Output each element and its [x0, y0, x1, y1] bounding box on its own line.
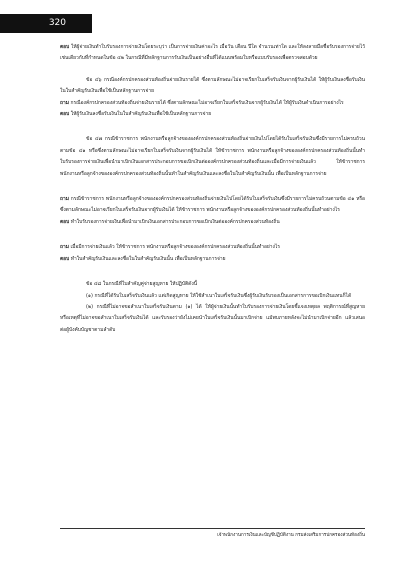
answer-text: ทำใบรับรองการจ่ายเงินเพื่อนำมาเบิกเงินเอกสารประกอบการขอเบิกเงินต่อองค์กรปกครองส่วนท้องถิ่น — [69, 218, 280, 225]
question-text: กรณีองค์กรปกครองส่วนท้องถิ่นจ่ายเงินรายได้ ซึ่งตามลักษณะไม่อาจเรียกใบเสร็จรับเงินจากผู้รับเงินได้ ให้ผู้รับเงินดำเนินการอย่างไร — [68, 99, 344, 106]
answer-label: ตอบ — [60, 255, 70, 262]
paragraph-answer — [60, 109, 365, 120]
paragraph-answer — [60, 217, 365, 228]
document-body — [60, 42, 365, 336]
question-label: ถาม — [60, 99, 69, 106]
clause-48-item-1: (๑) กรณีที่ได้รับใบเสร็จรับเงินแล้ว แต่เกิดสูญหาย ให้ใช้สำเนาใบเสร็จรับเงินซึ่งผู้รับเงินรับรองเป็นเอกสารการขอเบิกเงินแทนก็ได้ — [86, 292, 352, 299]
question-label: ถาม — [60, 196, 69, 203]
question-label: ถาม — [60, 244, 69, 251]
answer-label: ตอบ — [60, 218, 70, 225]
paragraph-question — [60, 98, 365, 109]
answer-text: ทำใบสำคัญรับเงินและลงชื่อในใบสำคัญรับเงินนั้น เพื่อเป็นหลักฐานการจ่าย — [69, 255, 226, 262]
paragraph-question — [60, 194, 365, 217]
page-number: 320 — [48, 18, 66, 28]
answer-text: ให้ผู้จ่ายเงินทำใบรับรองการจ่ายเงินโดยระบุว่า เป็นการจ่ายเงินค่าอะไร เมื่อวัน เดือน ปีใด จำนวนเท่าใด และให้ลงลายมือชื่อรับรองการจ่ายไว้เช่นเดียวกับที่กำหนดในข้อ ๔๒ ในกรณีที่มีหลักฐานการรับเงินเป็นอย่างอื่นที่ได้แนบพร้อมใบหรือแบบรับรองเพื่อตรวจสอบด้วย — [60, 44, 365, 62]
answer-label: ตอบ — [60, 111, 70, 118]
clause-47: ข้อ ๔๗ กรณีข้าราชการ พนักงานหรือลูกจ้างขององค์กรปกครองส่วนท้องถิ่นจ่ายเงินไปโดยได้รับใบเสร็จรับเงินซึ่งมีรายการไม่ครบถ้วนตามข้อ ๔๑ หรือซึ่งตามลักษณะไม่อาจเรียกใบเสร็จรับเงินจากผู้รับเงินได้ ให้ข้าราชการ พนักงานหรือลูกจ้างขององค์กรปกครองส่วนท้องถิ่นนั้นทำใบรับรองการจ่ายเงินเพื่อนำมาเบิกเงินเอกสารประกอบการขอเบิกเงินต่อองค์กรปกครองส่วนท้องถิ่นและเมื่อมีการจ่ายเงินแล้ว ให้ข้าราชการ พนักงานหรือลูกจ้างขององค์กรปกครองส่วนท้องถิ่นนั้นทำในสำคัญรับเงินและลงชื่อในใบสำคัญรับเงินนั้น เพื่อเป็นหลักฐานการจ่าย — [60, 136, 365, 177]
question-text: กรณีข้าราชการ พนักงานหรือลูกจ้างขององค์กรปกครองส่วนท้องถิ่นจ่ายเงินไปโดยได้รับใบเสร็จรับเงินซึ่งมีรายการไม่ครบถ้วนตามข้อ ๔๑ หรือซึ่งตามลักษณะไม่อาจเรียกใบเสร็จรับเงินจากผู้รับเงินได้ ให้ข้าราชการ พนักงานหรือลูกจ้างขององค์กรปกครองส่วนท้องถิ่นนั้นทำอย่างไร — [60, 196, 365, 214]
paragraph-answer — [60, 42, 365, 65]
paragraph-answer — [60, 254, 365, 265]
clause-48: ข้อ ๔๘ ในกรณีที่ใบสำคัญคู่จ่ายสูญหาย ให้ปฏิบัติดังนี้ — [86, 281, 198, 288]
footer-text: เจ้าพนักงานการเงินและบัญชีปฏิบัติงาน กรมส่งเสริมการปกครองส่วนท้องถิ่น — [217, 533, 365, 538]
clause-48-item-2: (๒) กรณีที่ไม่อาจขอสำเนาใบเสร็จรับเงินตาม (๑) ได้ ให้ผู้จ่ายเงินนั้นทำใบรับรองการจ่ายเงินโดยชี้แจงเหตุผล พฤติการณ์ที่สูญหาย หรือเหตุที่ไม่อาจขอสำเนาใบเสร็จรับเงินได้ และรับรองว่ายังไม่เคยนำใบเสร็จรับเงินนั้นมาเบิกจ่าย แม้พบภายหลังจะไม่นำมาเบิกจ่ายอีก แล้วเสนอต่อผู้บังคับบัญชาตามลำดับ — [60, 303, 365, 333]
paragraph-question — [60, 242, 365, 253]
answer-text: ให้ผู้รับเงินลงชื่อรับเงินในใบสำคัญรับเงินเพื่อใช้เป็นหลักฐานการจ่าย — [69, 111, 212, 118]
answer-label: ตอบ — [60, 44, 70, 50]
question-text: เมื่อมีการจ่ายเงินแล้ว ให้ข้าราชการ พนักงานหรือลูกจ้างขององค์กรปกครองส่วนท้องถิ่นนั้นทำอย่างไร — [68, 244, 280, 251]
footer-divider — [60, 528, 365, 529]
page-number-badge — [0, 14, 92, 33]
clause-46: ข้อ ๔๖ กรณีองค์กรปกครองส่วนท้องถิ่นจ่ายเงินรายได้ ซึ่งตามลักษณะไม่อาจเรียกใบเสร็จรับเงินจากผู้รับเงินได้ ให้ผู้รับเงินลงชื่อรับเงินในใบสำคัญรับเงินเพื่อใช้เป็นหลักฐานการจ่าย — [60, 76, 365, 95]
